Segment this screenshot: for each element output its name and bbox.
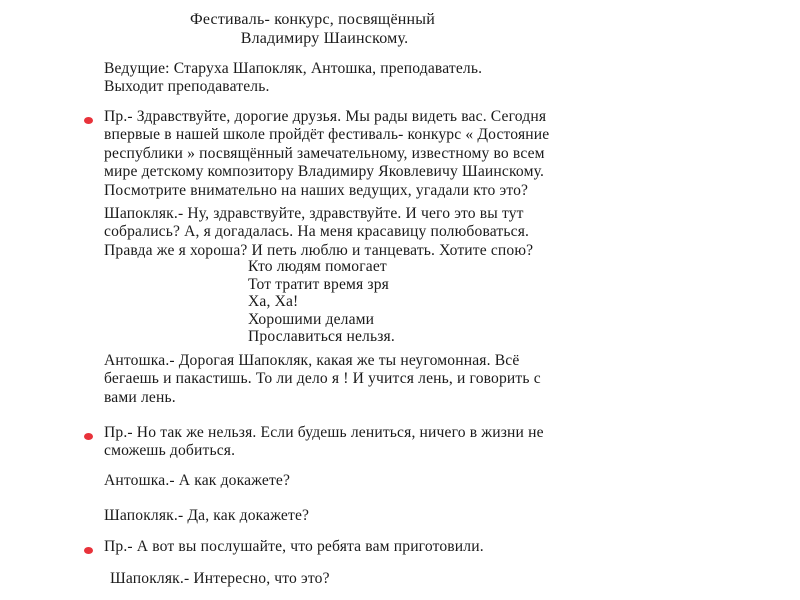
red-marker-dot: [84, 433, 93, 440]
teacher-paragraph-2: [104, 424, 544, 461]
shapoklyak-paragraph-2: [104, 507, 309, 525]
verse-line: Тот тратит время зря: [248, 275, 389, 293]
document-title: [190, 10, 435, 48]
text-line: бегаешь и пакастишь. То ли дело я ! И учится лень, и говорить с: [104, 370, 541, 388]
antoshka-paragraph-2: [104, 472, 290, 490]
intro-paragraph: [104, 60, 482, 97]
text-line: Антошка.- А как докажете?: [104, 472, 291, 489]
text-line: Посмотрите внимательно на наших ведущих, угадали кто это?: [104, 181, 529, 199]
text-line: собрались? А, я догадалась. На меня красавицу полюбоваться.: [104, 223, 530, 241]
verse-line: Ха, Ха!: [248, 293, 299, 311]
title-line-2: Владимиру Шаинскому.: [240, 30, 409, 47]
text-line: вами лень.: [104, 388, 176, 406]
antoshka-paragraph-1: [104, 352, 541, 407]
text-line: Шапокляк.- Ну, здравствуйте, здравствуйте. И чего это вы тут: [104, 205, 524, 222]
text-line: республики » посвящённый замечательному, известному во всем: [104, 144, 545, 162]
text-line: мире детскому композитору Владимиру Яковлевичу Шаинскому.: [104, 163, 545, 181]
text-line: Правда же я хороша? И петь люблю и танцевать. Хотите спою?: [104, 241, 534, 259]
verse-line: Кто людям помогает: [248, 258, 387, 275]
shapoklyak-paragraph-3: [110, 570, 330, 588]
text-line: Ведущие: Старуха Шапокляк, Антошка, преподаватель.: [104, 60, 483, 77]
text-line: Антошка.- Дорогая Шапокляк, какая же ты неугомонная. Всё: [104, 352, 520, 369]
teacher-paragraph-3: [104, 538, 484, 556]
shapoklyak-paragraph-1: [104, 205, 533, 260]
red-marker-dot: [84, 547, 93, 554]
title-line-1: Фестиваль- конкурс, посвящённый: [190, 11, 435, 28]
text-line: Выходит преподаватель.: [104, 78, 270, 96]
teacher-paragraph-1: [104, 108, 549, 200]
text-line: сможешь добиться.: [104, 442, 236, 460]
text-line: Пр.- Но так же нельзя. Если будешь лениться, ничего в жизни не: [104, 424, 544, 441]
text-line: Шапокляк.- Интересно, что это?: [110, 570, 330, 587]
red-marker-dot: [84, 117, 93, 124]
text-line: Шапокляк.- Да, как докажете?: [104, 507, 310, 524]
song-verse: [248, 258, 395, 346]
verse-line: Хорошими делами: [248, 310, 375, 328]
verse-line: Прославиться нельзя.: [248, 328, 395, 346]
text-line: Пр.- Здравствуйте, дорогие друзья. Мы рады видеть вас. Сегодня: [104, 108, 547, 125]
text-line: Пр.- А вот вы послушайте, что ребята вам приготовили.: [104, 538, 484, 555]
text-line: впервые в нашей школе пройдёт фестиваль- конкурс « Достояние: [104, 126, 550, 144]
